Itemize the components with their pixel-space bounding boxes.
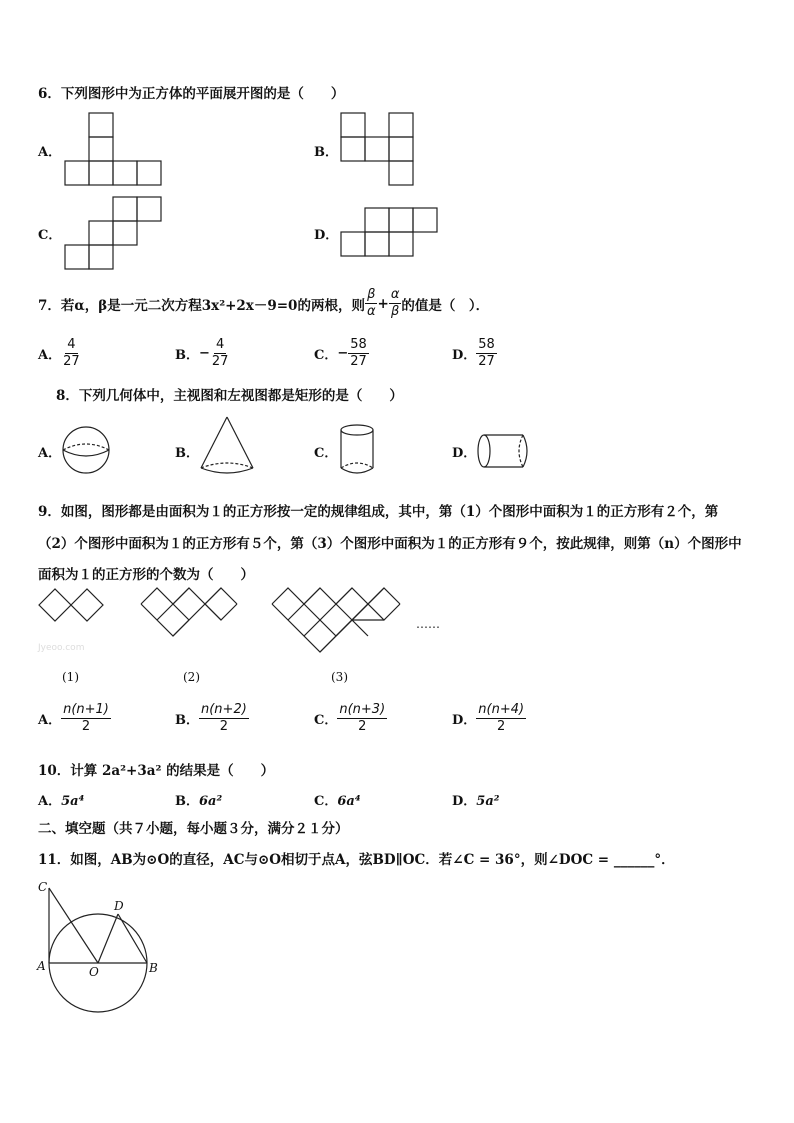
q10-stem: 10．计算 2a²+3a² 的结果是（ ） xyxy=(38,763,275,779)
q11-stem: 11．如图，AB为⊙O的直径，AC与⊙O相切于点A，弦BD∥OC．若∠C = 36°，则∠DOC = ______°． xyxy=(38,852,675,868)
q10-option-c-value: 6a⁴ xyxy=(337,794,361,809)
q10-option-a-label: A． xyxy=(38,794,62,809)
q10-option-b-value: 6a² xyxy=(199,794,223,809)
q9-option-d-num: n(n+4) xyxy=(478,702,525,717)
q7-option-c-num: 58 xyxy=(350,337,367,352)
q6-option-a-label[interactable]: A． xyxy=(38,145,62,160)
q9-option-a-label: A． xyxy=(38,713,62,728)
q10-option-d-label: D． xyxy=(452,794,477,809)
q9-ellipsis: …… xyxy=(416,617,440,631)
q7-option-c-label: C． xyxy=(314,348,338,363)
q11-label-a: A xyxy=(37,959,46,973)
q11-label-c: C xyxy=(38,880,48,894)
q8-option-a-label[interactable]: A． xyxy=(38,446,62,461)
q10-option-c-label: C． xyxy=(314,794,338,809)
q7-plus: + xyxy=(377,295,389,312)
q11-label-d: D xyxy=(114,899,124,913)
q8-option-b-label[interactable]: B． xyxy=(175,446,199,461)
q9-stem-line3: 面积为１的正方形的个数为（ ） xyxy=(38,567,254,583)
q9-option-a-num: n(n+1) xyxy=(63,702,109,717)
q9-stem-line2: （2）个图形中面积为１的正方形有５个，第（3）个图形中面积为１的正方形有９个，按此规律，则第（n）个图形中 xyxy=(38,536,742,552)
q9-option-c-den: 2 xyxy=(358,719,367,734)
q7-option-a-num: 4 xyxy=(67,337,76,352)
q11-label-b: B xyxy=(149,961,158,975)
q7-stem-pre: 7．若α，β是一元二次方程3x²+2x－9=0的两根，则 xyxy=(38,297,365,314)
q7-frac1-den: α xyxy=(366,304,376,319)
q7-option-b-sign: − xyxy=(199,346,210,361)
q7-option-a-label: A． xyxy=(38,348,62,363)
q6-option-b-label[interactable]: B． xyxy=(314,145,338,160)
q11-label-o: O xyxy=(89,965,99,979)
q7-frac2-den: β xyxy=(390,304,400,319)
q7-option-b-label: B． xyxy=(175,348,199,363)
q10-option-d-value: 5a² xyxy=(476,794,500,809)
q7-option-d-den: 27 xyxy=(478,354,495,369)
q6-option-d-label[interactable]: D． xyxy=(314,228,339,243)
q9-option-d-label: D． xyxy=(452,713,477,728)
q9-caption-3: (3) xyxy=(331,670,348,684)
q7-frac2-num: α xyxy=(390,287,400,302)
q7-option-d-num: 58 xyxy=(478,337,495,352)
q7-frac1-num: β xyxy=(367,287,376,302)
q6-stem: 6．下列图形中为正方体的平面展开图的是（ ） xyxy=(38,86,345,102)
q9-option-d-den: 2 xyxy=(497,719,506,734)
q9-option-c-label: C． xyxy=(314,713,338,728)
q7-option-d-label: D． xyxy=(452,348,477,363)
q9-caption-1: (1) xyxy=(62,670,79,684)
q10-option-b-label: B． xyxy=(175,794,199,809)
q9-option-c-num: n(n+3) xyxy=(339,702,386,717)
q9-caption-2: (2) xyxy=(183,670,200,684)
q7-option-a-den: 27 xyxy=(63,354,80,369)
q9-option-b-den: 2 xyxy=(219,719,229,734)
q9-option-b-num: n(n+2) xyxy=(201,702,247,717)
q7-stem-post: 的值是（ ）． xyxy=(401,297,490,314)
q7-option-c-sign: − xyxy=(337,346,349,361)
q8-option-d-label[interactable]: D． xyxy=(452,446,477,461)
q9-option-a-den: 2 xyxy=(81,719,91,734)
q7-option-b-den: 27 xyxy=(211,354,229,369)
q8-stem: 8．下列几何体中，主视图和左视图都是矩形的是（ ） xyxy=(56,388,403,404)
q9-stem-line1: 9．如图，图形都是由面积为１的正方形按一定的规律组成，其中，第（1）个图形中面积为１的正方形有２个，第 xyxy=(38,504,719,520)
section-2-heading: 二、填空题（共７小题，每小题３分，满分２１分） xyxy=(38,821,349,837)
q9-watermark: Jyeoo.com xyxy=(38,643,85,653)
q7-option-c-den: 27 xyxy=(350,354,367,369)
q9-option-b-label: B． xyxy=(175,713,199,728)
q10-option-a-value: 5a⁴ xyxy=(61,794,85,809)
q7-option-b-num: 4 xyxy=(216,337,225,352)
q8-option-c-label[interactable]: C． xyxy=(314,446,338,461)
q6-option-c-label[interactable]: C． xyxy=(38,228,62,243)
